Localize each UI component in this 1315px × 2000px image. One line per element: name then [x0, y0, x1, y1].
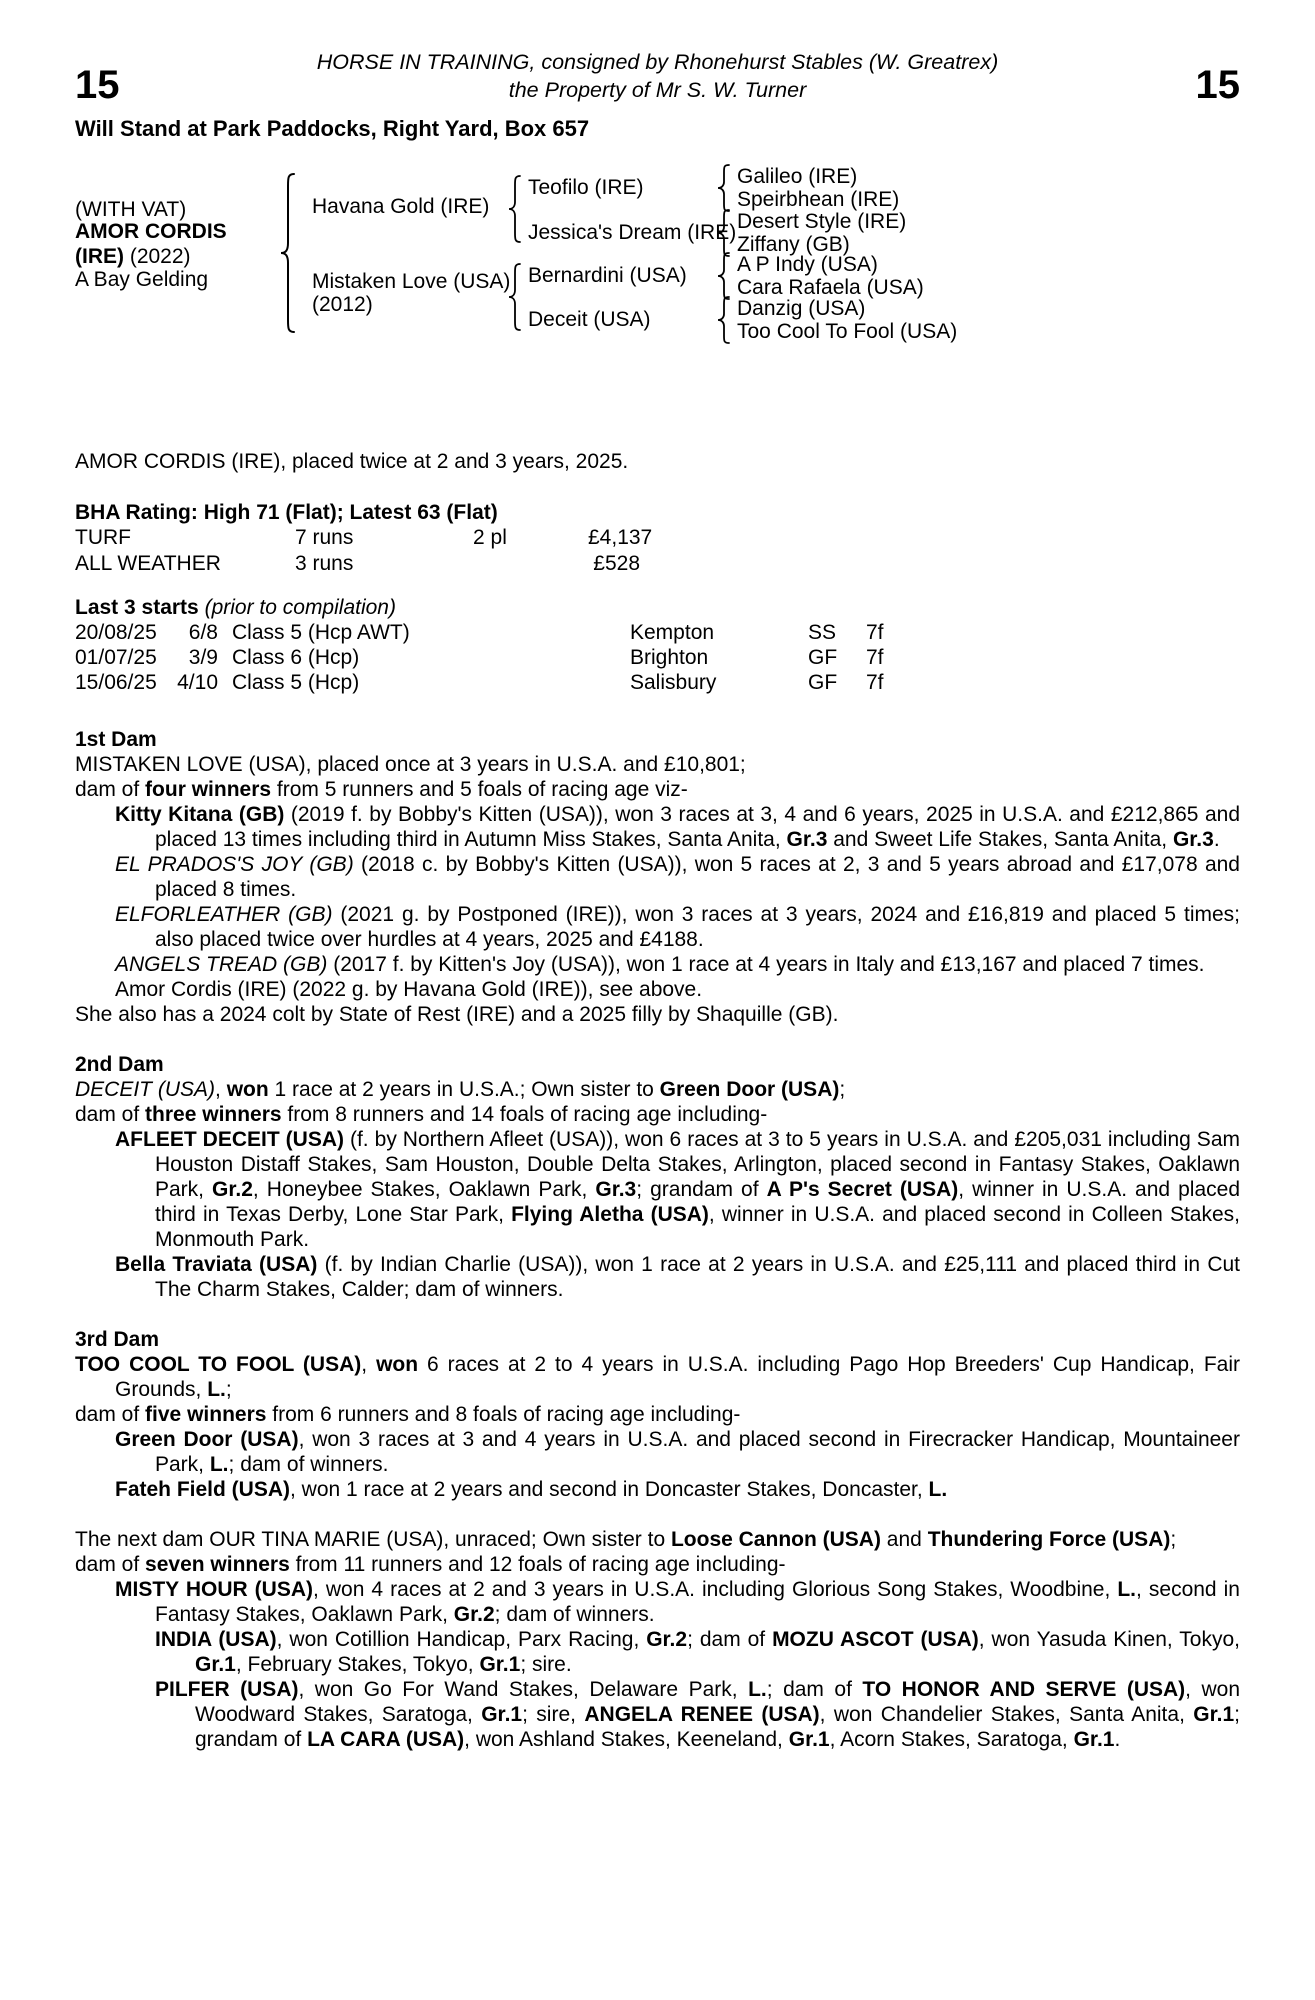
catalog-paragraph: DECEIT (USA), won 1 race at 2 years in U.S.A.; Own sister to Green Door (USA);: [75, 1078, 846, 1101]
stat-earnings: £528: [593, 552, 640, 575]
catalog-paragraph: ANGELS TREAD (GB) (2017 f. by Kitten's Joy (USA)), won 1 race at 4 years in Italy and £13,167 and placed 7 times.: [115, 953, 1205, 976]
vat-note: (WITH VAT): [75, 198, 187, 221]
catalog-paragraph: The next dam OUR TINA MARIE (USA), unraced; Own sister to Loose Cannon (USA) and Thundering Force (USA);: [75, 1528, 1177, 1551]
page-header: [75, 48, 1240, 107]
catalog-paragraph: Bella Traviata (USA) (f. by Indian Charlie (USA)), won 1 race at 2 years in U.S.A. and £25,111 and placed third in Cut The Charm Stakes, Calder; dam of winners.: [115, 1253, 1240, 1301]
ancestor-name: Galileo (IRE): [737, 165, 858, 188]
ancestor-name: Speirbhean (IRE): [737, 188, 900, 211]
stat-runs: 7 runs: [295, 526, 354, 549]
catalog-paragraph: dam of three winners from 8 runners and 14 foals of racing age including-: [75, 1103, 768, 1126]
pedigree-brace-g3-4: [717, 296, 731, 344]
pedigree-brace-sire: [508, 175, 522, 243]
catalog-paragraph: Amor Cordis (IRE) (2022 g. by Havana Gold (IRE)), see above.: [115, 978, 703, 1001]
sire-sire-name: Teofilo (IRE): [528, 176, 644, 199]
sire-name: Havana Gold (IRE): [312, 195, 490, 218]
catalog-paragraph: INDIA (USA), won Cotillion Handicap, Parx Racing, Gr.2; dam of MOZU ASCOT (USA), won Yasuda Kinen, Tokyo, Gr.1, February Stakes, Tokyo, Gr.1; sire.: [155, 1628, 1240, 1676]
stat-places: [473, 551, 588, 577]
catalog-paragraph: Kitty Kitana (GB) (2019 f. by Bobby's Kitten (USA)), won 3 races at 3, 4 and 6 years, 2025 in U.S.A. and £212,865 and placed 13 times including third in Autumn Miss Stakes, Santa Anita, Gr.3 and Sweet Life Stakes, Santa Anita, Gr.3.: [115, 803, 1240, 851]
section-heading-2nd-dam: 2nd Dam: [75, 1053, 164, 1076]
horse-color-sex: A Bay Gelding: [75, 268, 209, 291]
ancestor-name: Cara Rafaela (USA): [737, 276, 924, 299]
catalog-paragraph: ELFORLEATHER (GB) (2021 g. by Postponed (IRE)), won 3 races at 3 years, 2024 and £16,819 and placed 5 times; also placed twice over hurdles at 4 years, 2025 and £4188.: [115, 903, 1240, 951]
race-stats-table: [75, 525, 1240, 577]
sire-dam-name: Jessica's Dream (IRE): [528, 221, 737, 244]
ancestor-name: Ziffany (GB): [737, 233, 850, 256]
catalog-paragraph: EL PRADOS'S JOY (GB) (2018 c. by Bobby's Kitten (USA)), won 5 races at 2, 3 and 5 years abroad and £17,078 and placed 8 times.: [115, 853, 1240, 901]
start-course: Brighton: [630, 646, 709, 669]
stat-places: 2 pl: [473, 526, 507, 549]
dam-year: (2012): [312, 293, 373, 316]
horse-name: AMOR CORDIS: [75, 220, 227, 243]
section-heading-3rd-dam: 3rd Dam: [75, 1328, 160, 1351]
catalog-paragraph: Fateh Field (USA), won 1 race at 2 years and second in Doncaster Stakes, Doncaster, L.: [115, 1478, 948, 1501]
lot-number-left: 15: [75, 63, 120, 107]
start-distance: 7f: [866, 646, 884, 669]
ancestor-name: Desert Style (IRE): [737, 210, 907, 233]
catalog-paragraph: She also has a 2024 colt by State of Rest (IRE) and a 2025 filly by Shaquille (GB).: [75, 1003, 839, 1026]
last-starts-header: [75, 595, 1240, 620]
property-line: the Property of Mr S. W. Turner: [508, 78, 807, 102]
catalog-paragraph: MISTY HOUR (USA), won 4 races at 2 and 3 years in U.S.A. including Glorious Song Stakes, Woodbine, L., second in Fantasy Stakes, Oaklawn Park, Gr.2; dam of winners.: [115, 1578, 1240, 1626]
bha-rating: BHA Rating: High 71 (Flat); Latest 63 (Flat): [75, 501, 498, 524]
start-position: 4/10: [177, 671, 218, 694]
catalog-paragraph: PILFER (USA), won Go For Wand Stakes, Delaware Park, L.; dam of TO HONOR AND SERVE (USA), won Woodward Stakes, Saratoga, Gr.1; sire, ANGELA RENEE (USA), won Chandelier Stakes, Santa Anita, Gr.1; grandam of LA CARA (USA), won Ashland Stakes, Keeneland, Gr.1, Acorn Stakes, Saratoga, Gr.1.: [155, 1678, 1240, 1751]
catalog-paragraph: Green Door (USA), won 3 races at 3 and 4 years in U.S.A. and placed second in Firecracker Handicap, Mountaineer Park, L.; dam of winners.: [115, 1428, 1240, 1476]
section-heading-1st-dam: 1st Dam: [75, 728, 157, 751]
start-position: 6/8: [188, 621, 218, 644]
dam-dam-name: Deceit (USA): [528, 308, 651, 331]
dam-sire-name: Bernardini (USA): [528, 264, 687, 287]
stat-earnings: £4,137: [588, 526, 653, 549]
pedigree-brace-main: [280, 173, 296, 333]
catalog-paragraph: dam of four winners from 5 runners and 5 foals of racing age viz-: [75, 778, 688, 801]
start-going: GF: [808, 646, 838, 669]
start-going: SS: [808, 621, 837, 644]
lot-number-right: 15: [1195, 63, 1240, 107]
pedigree-table: [75, 155, 1240, 345]
catalog-paragraph: dam of seven winners from 11 runners and 12 foals of racing age including-: [75, 1553, 786, 1576]
last-starts-label: Last 3 starts: [75, 596, 199, 619]
start-date: 15/06/25: [75, 671, 157, 694]
start-going: GF: [808, 671, 838, 694]
ancestor-name: Danzig (USA): [737, 297, 866, 320]
start-class: Class 5 (Hcp AWT): [232, 621, 410, 644]
start-course: Kempton: [630, 621, 715, 644]
start-distance: 7f: [866, 671, 884, 694]
header-titles: [155, 48, 1160, 104]
ancestor-name: Too Cool To Fool (USA): [737, 320, 958, 343]
start-position: 3/9: [188, 646, 218, 669]
start-distance: 7f: [866, 621, 884, 644]
catalog-paragraph: TOO COOL TO FOOL (USA), won 6 races at 2 to 4 years in U.S.A. including Pago Hop Breeders' Cup Handicap, Fair Grounds, L.;: [75, 1353, 1241, 1401]
stand-location: Will Stand at Park Paddocks, Right Yard, Box 657: [75, 116, 590, 141]
ancestor-name: A P Indy (USA): [737, 253, 878, 276]
dam-name: Mistaken Love (USA): [312, 270, 511, 293]
race-summary: AMOR CORDIS (IRE), placed twice at 2 and 3 years, 2025.: [75, 450, 629, 473]
stat-surface: TURF: [75, 526, 131, 549]
start-class: Class 6 (Hcp): [232, 646, 360, 669]
stat-runs: 3 runs: [295, 552, 354, 575]
catalog-paragraph: MISTAKEN LOVE (USA), placed once at 3 years in U.S.A. and £10,801;: [75, 753, 746, 776]
catalog-paragraph: AFLEET DECEIT (USA) (f. by Northern Afleet (USA)), won 6 races at 3 to 5 years in U.S.A. and £205,031 including Sam Houston Distaff Stakes, Sam Houston, Double Delta Stakes, Arlington, placed second in Fantasy Stakes, Oaklawn Park, Gr.2, Honeybee Stakes, Oaklawn Park, Gr.3; grandam of A P's Secret (USA), winner in U.S.A. and placed third in Texas Derby, Lone Star Park, Flying Aletha (USA), winner in U.S.A. and placed second in Colleen Stakes, Monmouth Park.: [115, 1128, 1240, 1251]
start-course: Salisbury: [630, 671, 717, 694]
start-date: 20/08/25: [75, 621, 157, 644]
horse-suffix-year: (IRE) (2022): [75, 245, 191, 268]
pedigree-brace-g3-1: [717, 164, 731, 212]
start-class: Class 5 (Hcp): [232, 671, 360, 694]
sale-title: HORSE IN TRAINING, consigned by Rhonehurst Stables (W. Greatrex): [316, 50, 999, 74]
pedigree-brace-g3-3: [717, 252, 731, 300]
start-date: 01/07/25: [75, 646, 157, 669]
last-starts-note: (prior to compilation): [204, 596, 396, 619]
catalog-paragraph: dam of five winners from 6 runners and 8 foals of racing age including-: [75, 1403, 741, 1426]
stat-surface: ALL WEATHER: [75, 552, 221, 575]
last-starts-table: [75, 620, 1240, 695]
